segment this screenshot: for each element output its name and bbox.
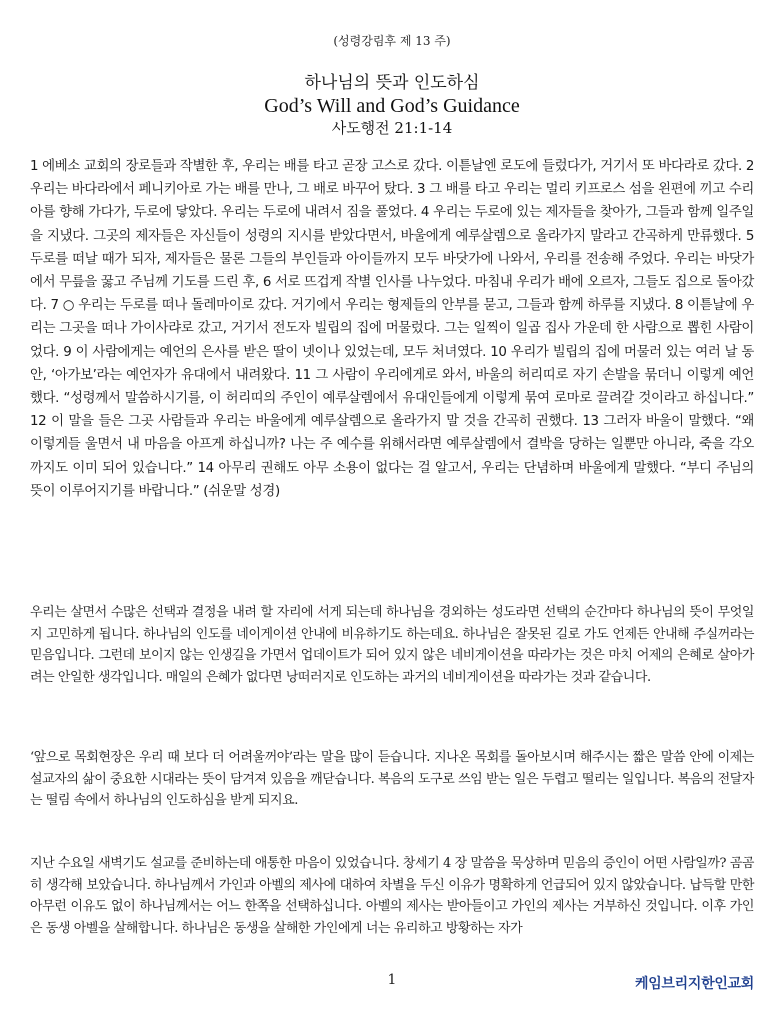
- body-paragraph: ‘앞으로 목회현장은 우리 때 보다 더 어려울꺼야’라는 말을 많이 듣습니다. 지나온 목회를 돌아보시며 해주시는 짧은 말씀 안에 이제는 설교자의 삶이 중요한 시대라는 뜻이 담겨져 있음을 깨닫습니다. 복음의 도구로 쓰임 받는 일은 두렵고 떨리는 일입니다. 복음의 전달자는 떨림 속에서 하나님의 인도하심을 받게 되지요.: [30, 750, 754, 808]
- liturgical-week-note: (성령강림후 제 13 주): [333, 34, 451, 48]
- sermon-title-block: [0, 72, 784, 138]
- page-number: 1: [387, 972, 397, 988]
- scripture-reference: 사도행전 21:1-14: [331, 119, 453, 137]
- sermon-title-english: God’s Will and God’s Guidance: [264, 95, 520, 117]
- sermon-title-korean: 하나님의 뜻과 인도하심: [304, 73, 480, 93]
- church-name-logo: 케임브리지한인교회: [634, 976, 754, 992]
- scripture-passage: 1 에베소 교회의 장로들과 작별한 후, 우리는 배를 타고 곧장 고스로 갔다. 이튿날엔 로도에 들렀다가, 거기서 또 바다라로 갔다. 2 우리는 바다라에서 페니키아로 가는 배를 만나, 그 배로 바꾸어 탔다. 3 그 배를 타고 우리는 멀리 키프로스 섬을 왼편에 끼고 수리아를 향해 가다가, 두로에 닿았다. 우리는 두로에 내려서 짐을 풀었다. 4 우리는 두로에 있는 제자들을 찾아가, 그들과 함께 일주일을 지냈다. 그곳의 제자들은 자신들이 성령의 지시를 받았다면서, 바울에게 예루살렘으로 올라가지 말라고 간곡하게 만류했다. 5 두로를 떠날 때가 되자, 제자들은 물론 그들의 부인들과 아이들까지 모두 바닷가에 나와서, 우리를 전송해 주었다. 우리는 바닷가에서 무릎을 꿇고 주님께 기도를 드린 후, 6 서로 뜨겁게 작별 인사를 나누었다. 마침내 우리가 배에 오르자, 그들도 집으로 돌아갔다. 7 ○ 우리는 두로를 떠나 돌레마이로 갔다. 거기에서 우리는 형제들의 안부를 묻고, 그들과 함께 하루를 지냈다. 8 이튿날에 우리는 그곳을 떠나 가이사랴로 갔고, 거기서 전도자 빌립의 집에 머물렀다. 그는 일찍이 일곱 집사 가운데 한 사람으로 뽑힌 사람이었다. 9 이 사람에게는 예언의 은사를 받은 딸이 넷이나 있었는데, 모두 처녀였다. 10 우리가 빌립의 집에 머물러 있는 여러 날 동안, ‘아가보’라는 예언자가 유대에서 내려왔다. 11 그 사람이 우리에게로 와서, 바울의 허리띠로 자기 손발을 묶더니 이렇게 예언했다. “성령께서 말씀하시기를, 이 허리띠의 주인이 예루살렘에서 유대인들에게 이렇게 묶여 로마로 끌려갈 것이라고 하십니다.” 12 이 말을 들은 그곳 사람들과 우리는 바울에게 예루살렘으로 올라가지 말 것을 간곡히 권했다. 13 그러자 바울이 말했다. “왜 이렇게들 울면서 내 마음을 아프게 하십니까? 나는 주 예수를 위해서라면 예루살렘에서 결박을 당하는 일뿐만 아니라, 죽을 각오까지도 이미 되어 있습니다.” 14 아무리 권해도 아무 소용이 없다는 걸 알고서, 우리는 단념하며 바울에게 말했다. “부디 주님의 뜻이 이루어지기를 바랍니다.” (쉬운말 성경): [30, 159, 754, 499]
- body-paragraph: 지난 수요일 새벽기도 설교를 준비하는데 애통한 마음이 있었습니다. 창세기 4 장 말씀을 묵상하며 믿음의 증인이 어떤 사람일까? 곰곰히 생각해 보았습니다. 하나님께서 가인과 아벨의 제사에 대하여 차별을 두신 이유가 명확하게 언급되어 있지 않았습니다. 납득할 만한 아무런 이유도 없이 하나님께서는 어느 한쪽을 선택하십니다. 아벨의 제사는 받아들이고 가인의 제사는 거부하신 것입니다. 이후 가인은 동생 아벨을 살해합니다. 하나님은 동생을 살해한 가인에게 너는 유리하고 방황하는 자가: [30, 856, 754, 936]
- body-paragraph: 우리는 살면서 수많은 선택과 결정을 내려 할 자리에 서게 되는데 하나님을 경외하는 성도라면 선택의 순간마다 하나님의 뜻이 무엇일지 고민하게 됩니다. 하나님의 인도를 네이게이션 안내에 비유하기도 하는데요. 하나님은 잘못된 길로 가도 언제든 안내해 주실꺼라는 믿음입니다. 그런데 보이지 않는 인생길을 가면서 업데이트가 되어 있지 않은 네비게이션을 따라가는 것은 마치 어제의 은혜로 살아가려는 안일한 생각입니다. 매일의 은혜가 없다면 낭떠러지로 인도하는 과거의 네비게이션을 따라가는 것과 같습니다.: [30, 605, 754, 685]
